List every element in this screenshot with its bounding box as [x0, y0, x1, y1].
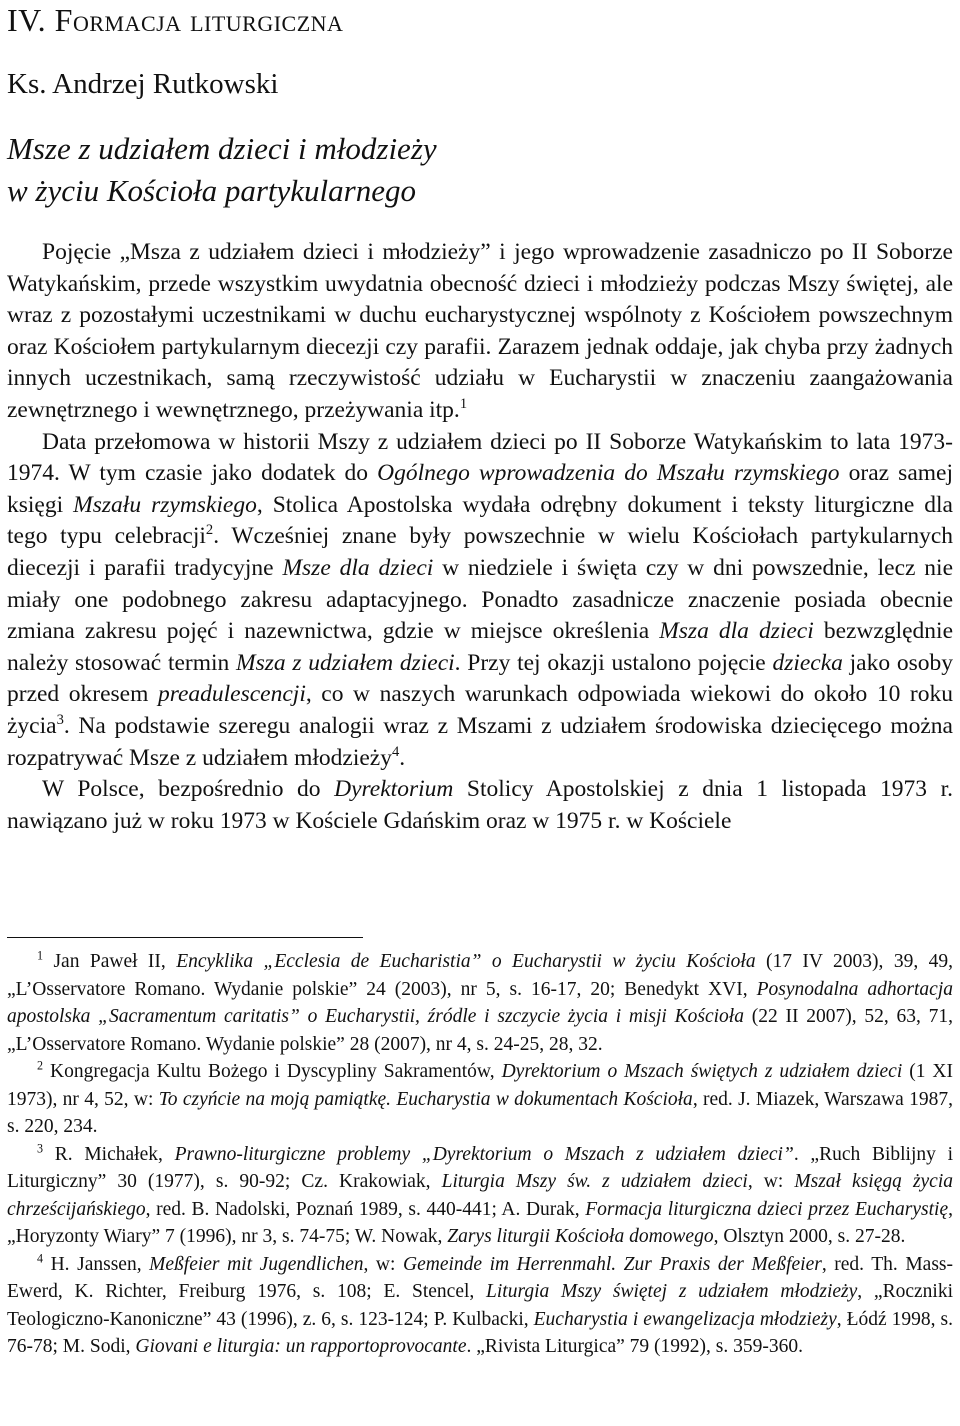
article-title-line-1: Msze z udziałem dzieci i młodzieży: [7, 131, 437, 166]
text-run: , red. B. Nadolski, Poznań 1989, s. 440-441; A. Durak,: [145, 1198, 586, 1220]
footnote-2: [7, 1058, 953, 1141]
text-run: R. Michałek,: [43, 1143, 175, 1165]
text-run: . Na podstawie szeregu analogii wraz z Mszami z udziałem środowiska dziecięcego można rozpatrywać Msze z udziałem młodzieży: [7, 712, 953, 771]
italic-title: Formacja liturgiczna dzieci przez Eucharystię: [585, 1198, 949, 1220]
italic-title: Ogólnego wprowadzenia do Mszału rzymskiego: [377, 460, 840, 487]
italic-term: dziecka: [772, 649, 843, 676]
text-run: , Łódź 1998, s. 76-78; M. Sodi,: [7, 1308, 953, 1357]
text-run: , red. J. Miazek, Warszawa 1987, s. 220, 234.: [7, 1088, 953, 1137]
article-title: [7, 128, 437, 212]
footnote-3: [7, 1141, 953, 1251]
footnote-1: [7, 948, 953, 1058]
italic-term: preadulescencji: [157, 681, 306, 708]
italic-title: Posynodalna adhortacja apostolska „Sacramentum caritatis” o Eucharystii, źródle i szczycie życia i misji Kościoła: [7, 978, 953, 1027]
text-run: . „Rivista Liturgica” 79 (1992), s. 359-360.: [466, 1336, 803, 1357]
text-run: , „Roczniki Teologiczno-Kanoniczne” 43 (1996), z. 6, s. 123-124; P. Kulbacki,: [7, 1281, 953, 1330]
italic-title: Liturgia Mszy św. z udziałem dzieci: [441, 1171, 748, 1192]
italic-title: Liturgia Mszy świętej z udziałem młodzieży: [486, 1281, 858, 1302]
footnotes: [7, 948, 953, 1361]
footnote-ref-1: 1: [459, 396, 468, 413]
text-run: Pojęcie „Msza z udziałem dzieci i młodzieży” i jego wprowadzenie zasadniczo po II Soborze Watykańskim, przede wszystkim uwydatnia obecność dzieci i młodzieży podczas Mszy świętej, ale wraz z pozostałymi uczestnikami w duchu eucharystycznej wspólnoty z Kościołem powszechnym oraz Kościołem partykularnym diecezji czy parafii. Zarazem jednak oddaje, jak chyba przy żadnych innych uczestnikach, samą rzeczywistość udziału w Eucharystii w znaczeniu zaangażowania zewnętrznego i wewnętrznego, przeżywania itp.: [7, 239, 953, 423]
text-run: jako osoby przed okresem: [7, 649, 953, 708]
footnote-ref-2: 2: [205, 522, 214, 539]
footnote-number: 3: [37, 1141, 44, 1155]
text-run: , co w naszych warunkach odpowiada wiekowi do około 10 roku życia: [7, 681, 953, 739]
footnote-number: 2: [37, 1058, 44, 1073]
italic-title: Zarys liturgii Kościoła domowego: [447, 1226, 714, 1247]
italic-term: Msza z udziałem dzieci: [236, 649, 455, 676]
footnote-number: 1: [37, 948, 44, 963]
text-run: , w:: [747, 1171, 795, 1192]
text-run: .: [399, 744, 406, 771]
italic-title: Dyrektorium: [334, 776, 454, 803]
article-title-line-2: w życiu Kościoła partykularnego: [7, 173, 416, 208]
italic-term: Msze dla dzieci: [282, 554, 434, 581]
text-run: (17 IV 2003), 39, 49, „L’Osservatore Romano. Wydanie polskie” 24 (2003), nr 5, s. 16-17, 20; Benedykt XVI,: [7, 951, 953, 1000]
section-heading: [7, 2, 343, 39]
italic-title: Gemeinde im Herrenmahl. Zur Praxis der Meßfeier: [403, 1253, 822, 1275]
text-run: . Wcześniej znane były powszechnie w wielu Kościołach partykularnych diecezji i parafii tradycyjne: [7, 523, 954, 581]
article-body: [7, 237, 953, 837]
text-run: , Olsztyn 2000, s. 27-28.: [713, 1226, 906, 1247]
section-heading-text: IV. Formacja liturgiczna: [7, 2, 344, 38]
text-run: , w:: [363, 1253, 403, 1275]
footnote-ref-3: 3: [56, 712, 64, 729]
paragraph-1: [7, 237, 953, 427]
text-run: Data przełomowa w historii Mszy z udziałem dzieci po II Soborze Watykańskim to lata 1973-1974. W tym czasie jako dodatek do: [7, 428, 953, 487]
text-run: bezwzględnie należy stosować termin: [7, 618, 953, 676]
text-run: , Stolica Apostolska wydała odrębny dokument i teksty liturgiczne dla tego typu celebracji: [7, 491, 953, 550]
text-run: , red. Th. Mass-Ewerd, K. Richter, Freiburg 1976, s. 108; E. Stencel,: [7, 1253, 953, 1302]
italic-title: Meßfeier mit Jugendlichen: [149, 1253, 364, 1275]
paragraph-2: [7, 427, 953, 775]
text-run: . „Ruch Biblijny i Liturgiczny” 30 (1977), s. 90-92; Cz. Krakowiak,: [7, 1143, 953, 1192]
italic-title: Mszału rzymskiego: [73, 491, 257, 518]
footnote-4: [7, 1251, 953, 1361]
author-name: Ks. Andrzej Rutkowski: [7, 68, 279, 100]
text-run: (1 XI 1973), nr 4, 52, w:: [7, 1061, 954, 1110]
italic-title: Eucharystia i ewangelizacja młodzieży: [533, 1308, 837, 1330]
footnote-separator: [7, 937, 363, 938]
text-run: Stolicy Apostolskiej z dnia 1 listopada 1973 r. nawiązano już w roku 1973 w Kościele Gdańskim oraz w 1975 r. w Kościele: [7, 776, 953, 834]
text-run: oraz samej księgi: [7, 460, 953, 518]
italic-title: Dyrektorium o Mszach świętych z udziałem dzieci: [501, 1061, 903, 1082]
text-run: w niedziele i święta czy w dni powszednie, lecz nie miały one podobnego zakresu adaptacyjnego. Ponadto zasadnicze znaczenie posiada obecnie zmiana zakresu pojęć i nazewnictwa, gdzie w miejsce określenia: [7, 554, 953, 645]
italic-term: Msza dla dzieci: [659, 618, 814, 645]
italic-title: Giovani e liturgia: un rapportoprovocante: [135, 1336, 467, 1357]
footnote-ref-4: 4: [391, 743, 400, 760]
italic-title: To czyńcie na moją pamiątkę. Eucharystia w dokumentach Kościoła: [158, 1088, 693, 1110]
text-run: W Polsce, bezpośrednio do: [42, 776, 335, 803]
text-run: Jan Paweł II,: [43, 951, 177, 972]
text-run: , „Horyzonty Wiary” 7 (1996), nr 3, s. 74-75; W. Nowak,: [7, 1198, 953, 1247]
italic-title: Prawno-liturgiczne problemy „Dyrektorium o Mszach z udziałem dzieci”: [174, 1143, 794, 1165]
paragraph-3: [7, 774, 953, 837]
italic-title: Mszał księgą życia chrześcijańskiego: [7, 1171, 954, 1220]
text-run: Kongregacja Kultu Bożego i Dyscypliny Sakramentów,: [43, 1061, 502, 1082]
italic-title: Encyklika „Ecclesia de Eucharistia” o Eucharystii w życiu Kościoła: [176, 951, 756, 972]
text-run: (22 II 2007), 52, 63, 71, „L’Osservatore Romano. Wydanie polskie” 28 (2007), nr 4, s. 24-25, 28, 32.: [7, 1006, 953, 1055]
text-run: H. Janssen,: [43, 1253, 150, 1275]
footnote-number: 4: [37, 1251, 44, 1265]
text-run: . Przy tej okazji ustalono pojęcie: [454, 649, 773, 676]
